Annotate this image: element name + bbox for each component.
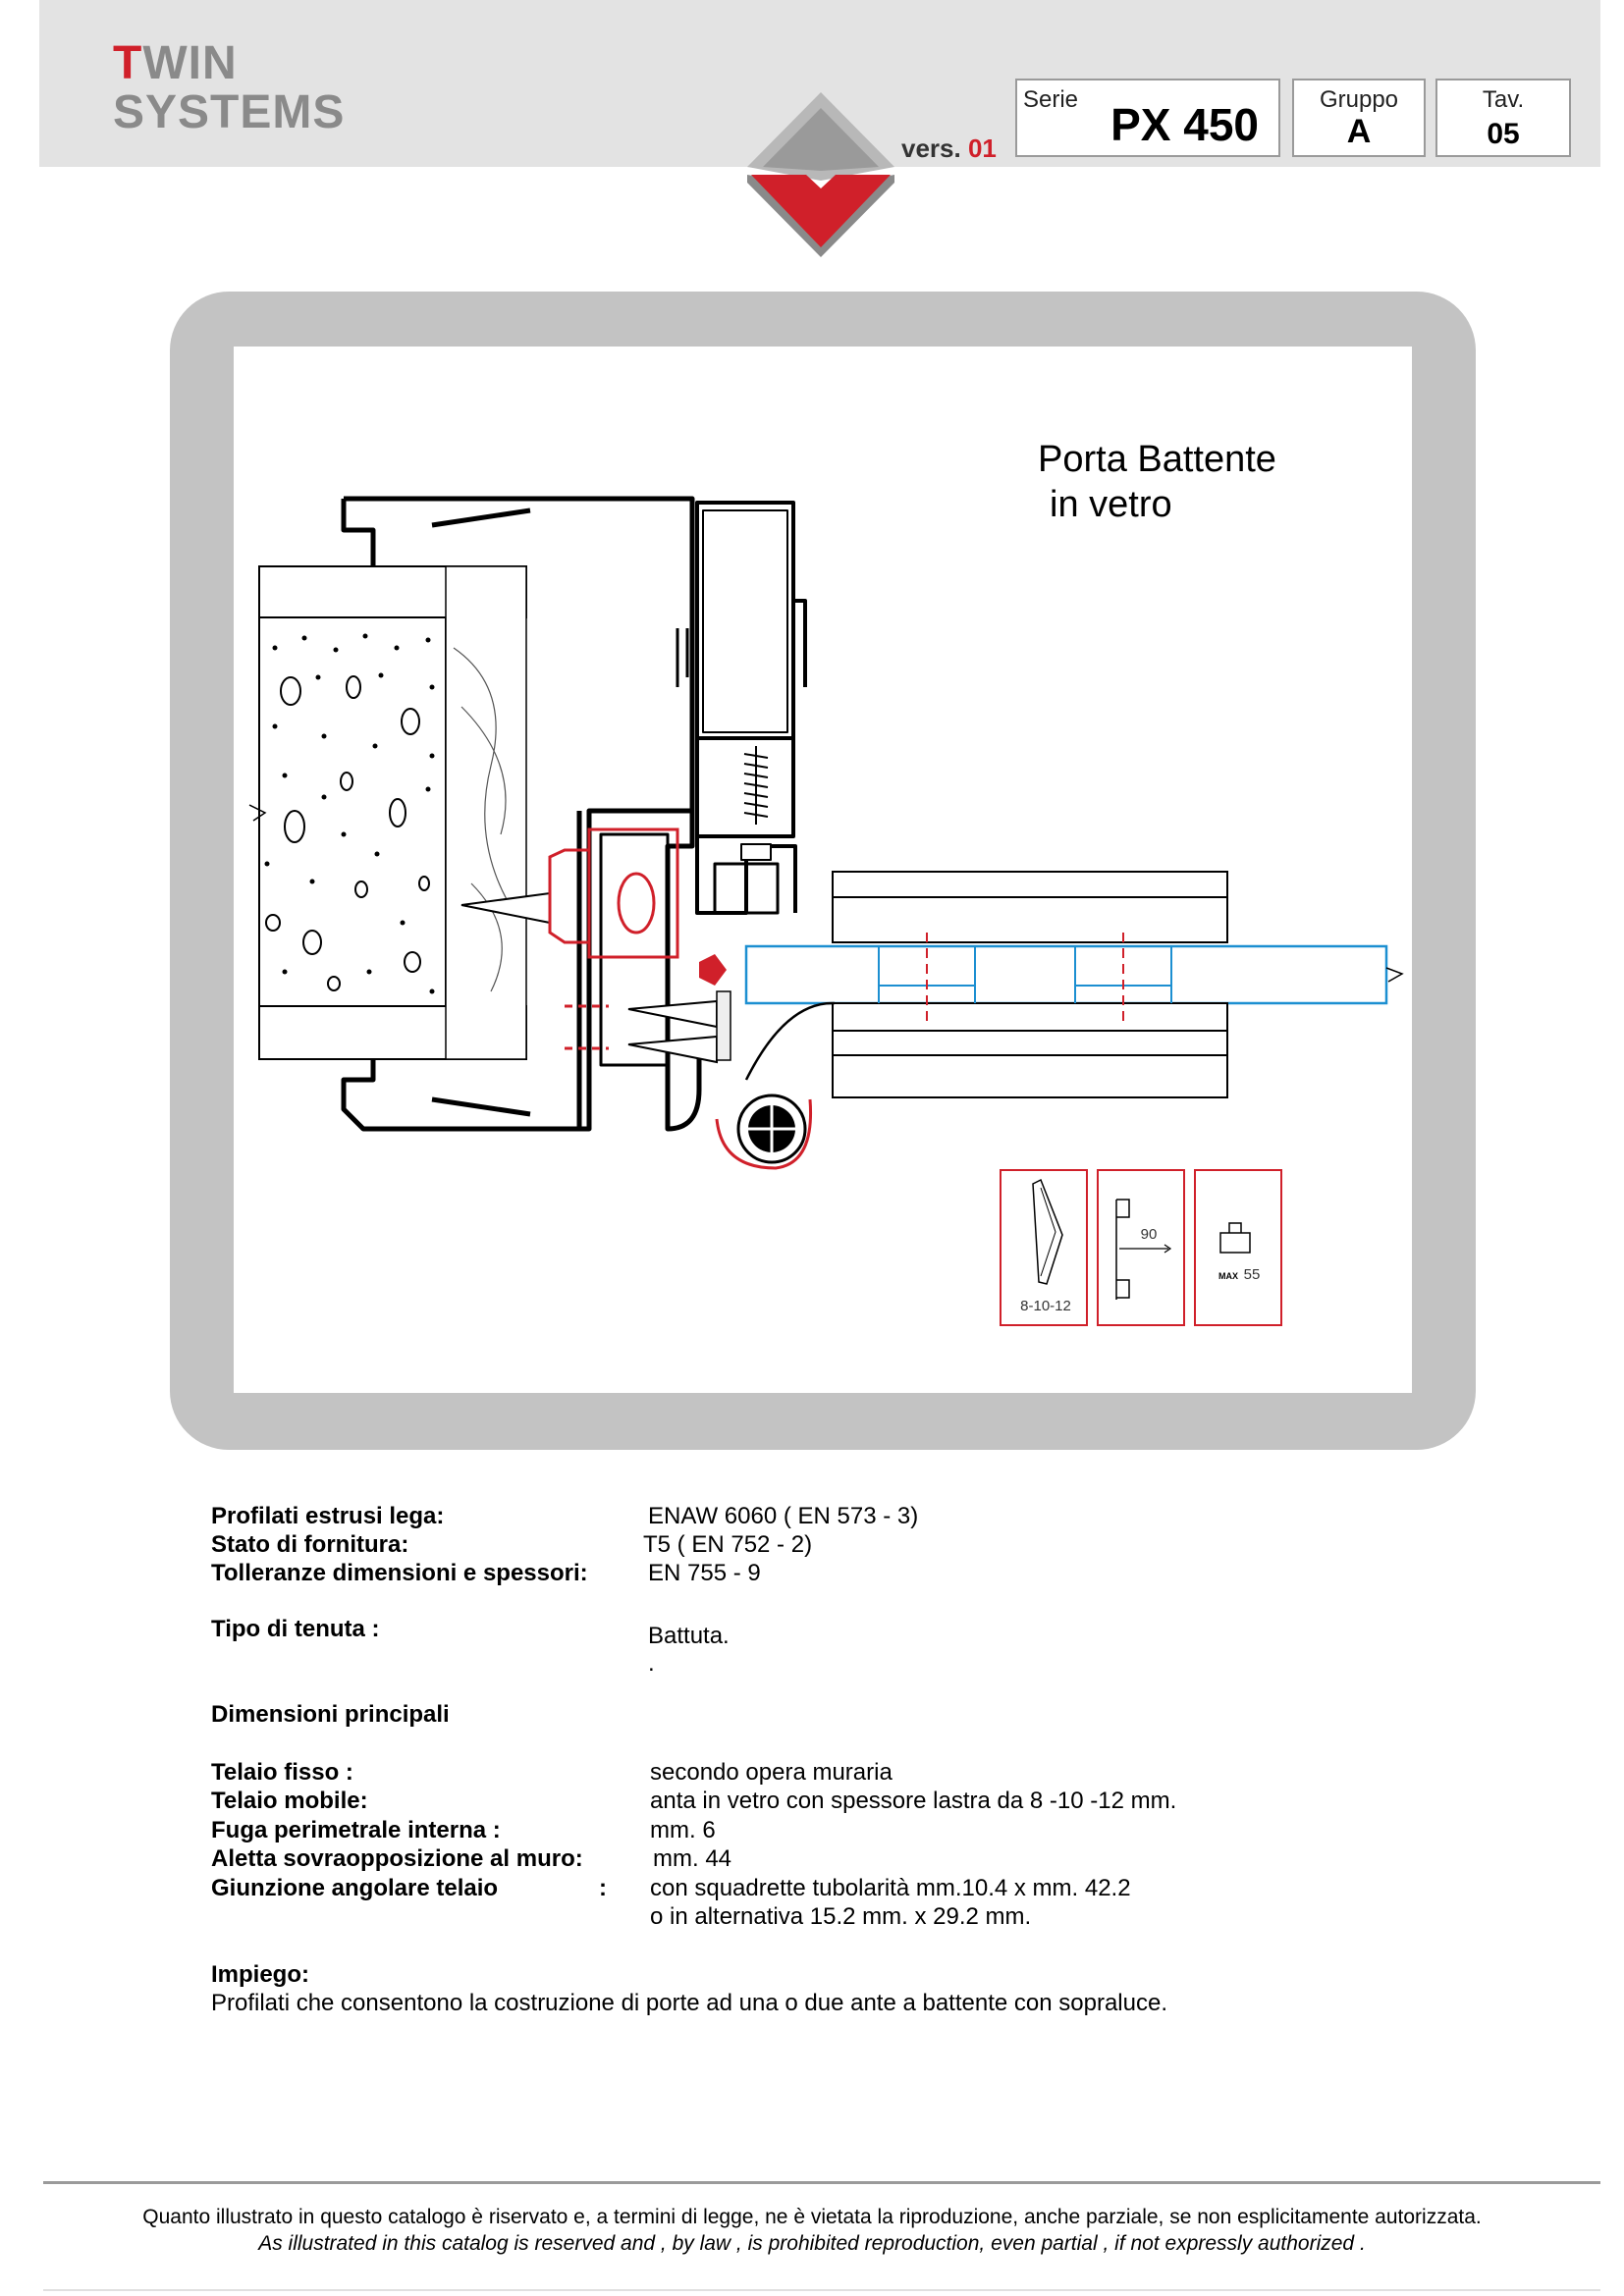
max-weight-label: 55 xyxy=(1243,1266,1261,1283)
spec-value-fixed-frame: secondo opera muraria xyxy=(650,1759,893,1786)
spec-value-wall-overlap: mm. 44 xyxy=(653,1845,732,1872)
spec-label-perimeter-gap: Fuga perimetrale interna : xyxy=(211,1817,501,1843)
section-drawing xyxy=(234,347,1412,1393)
spec-label-wall-overlap: Aletta sovraopposizione al muro: xyxy=(211,1845,583,1872)
gruppo-box xyxy=(1292,79,1426,157)
version-label: vers. xyxy=(901,133,961,163)
footer-notice-italian: Quanto illustrato in questo catalogo è riservato e, a termini di legge, ne è vietata la riproduzione, anche parziale, se non esplicitamente autorizzata. xyxy=(142,2206,1482,2228)
spec-value-perimeter-gap: mm. 6 xyxy=(650,1817,716,1843)
version-number: 01 xyxy=(967,133,997,163)
spec-label-seal-type: Tipo di tenuta : xyxy=(211,1616,380,1642)
spec-corner-joint-colon: : xyxy=(599,1875,607,1901)
sash-profile xyxy=(677,503,805,913)
serie-value: PX 450 xyxy=(1110,99,1259,150)
usage-text: Profilati che consentono la costruzione di porte ad una o due ante a battente con sopraluce. xyxy=(211,1990,1167,2016)
spec-value-alloy: ENAW 6060 ( EN 573 - 3) xyxy=(648,1503,919,1529)
spec-value-corner-joint-alt: o in alternativa 15.2 mm. x 29.2 mm. xyxy=(650,1903,1032,1930)
tav-label: Tav. xyxy=(1482,86,1525,113)
version-indicator xyxy=(901,133,997,164)
door-curve xyxy=(746,1003,835,1080)
spec-label-tolerances: Tolleranze dimensioni e spessori: xyxy=(211,1560,588,1586)
spec-seal-type-dot: . xyxy=(648,1650,655,1677)
tav-box xyxy=(1435,79,1571,157)
footer-bottom-line xyxy=(43,2289,1600,2291)
spec-value-mobile-frame: anta in vetro con spessore lastra da 8 -10 -12 mm. xyxy=(650,1788,1177,1814)
spec-value-corner-joint: con squadrette tubolarità mm.10.4 x mm. 42.2 xyxy=(650,1875,1131,1901)
max-weight-prefix: MAX xyxy=(1218,1271,1238,1281)
spec-value-seal-type: Battuta. xyxy=(648,1623,730,1649)
spec-label-supply: Stato di fornitura: xyxy=(211,1531,409,1558)
max-weight-icon xyxy=(1195,1170,1281,1325)
glass-thickness-label: 8-10-12 xyxy=(1020,1298,1071,1314)
tav-value: 05 xyxy=(1487,118,1520,150)
gruppo-label: Gruppo xyxy=(1319,86,1399,113)
drawing-title-line2: in vetro xyxy=(1050,484,1172,525)
logo-word-systems: SYSTEMS xyxy=(113,86,346,138)
pivot-icon xyxy=(717,1095,811,1168)
gruppo-value: A xyxy=(1346,113,1372,150)
spec-label-mobile-frame: Telaio mobile: xyxy=(211,1788,368,1814)
spec-label-corner-joint: Giunzione angolare telaio xyxy=(211,1875,499,1901)
serie-box xyxy=(1015,79,1280,157)
serie-label: Serie xyxy=(1023,86,1079,113)
footer-notice-english: As illustrated in this catalog is reserved and , by law , is prohibited reproduction, even partial , if not expressly authorized . xyxy=(258,2232,1366,2255)
usage-label: Impiego: xyxy=(211,1961,309,1988)
spec-label-alloy: Profilati estrusi lega: xyxy=(211,1503,445,1529)
sash-screw xyxy=(744,746,768,825)
spec-value-tolerances: EN 755 - 9 xyxy=(648,1560,761,1586)
opening-angle-icon xyxy=(1098,1170,1184,1325)
company-logo xyxy=(113,39,345,137)
logo-letter-t: T xyxy=(113,37,143,89)
footer-divider xyxy=(43,2181,1600,2184)
drawing-title-line1: Porta Battente xyxy=(1038,439,1276,480)
logo-word-win: WIN xyxy=(142,37,238,89)
brand-emblem-icon xyxy=(741,88,900,265)
wall-section xyxy=(249,566,526,1059)
spec-label-fixed-frame: Telaio fisso : xyxy=(211,1759,353,1786)
spec-value-supply: T5 ( EN 752 - 2) xyxy=(643,1531,813,1558)
opening-angle-label: 90 xyxy=(1140,1226,1158,1243)
dimensions-heading: Dimensioni principali xyxy=(211,1701,450,1728)
